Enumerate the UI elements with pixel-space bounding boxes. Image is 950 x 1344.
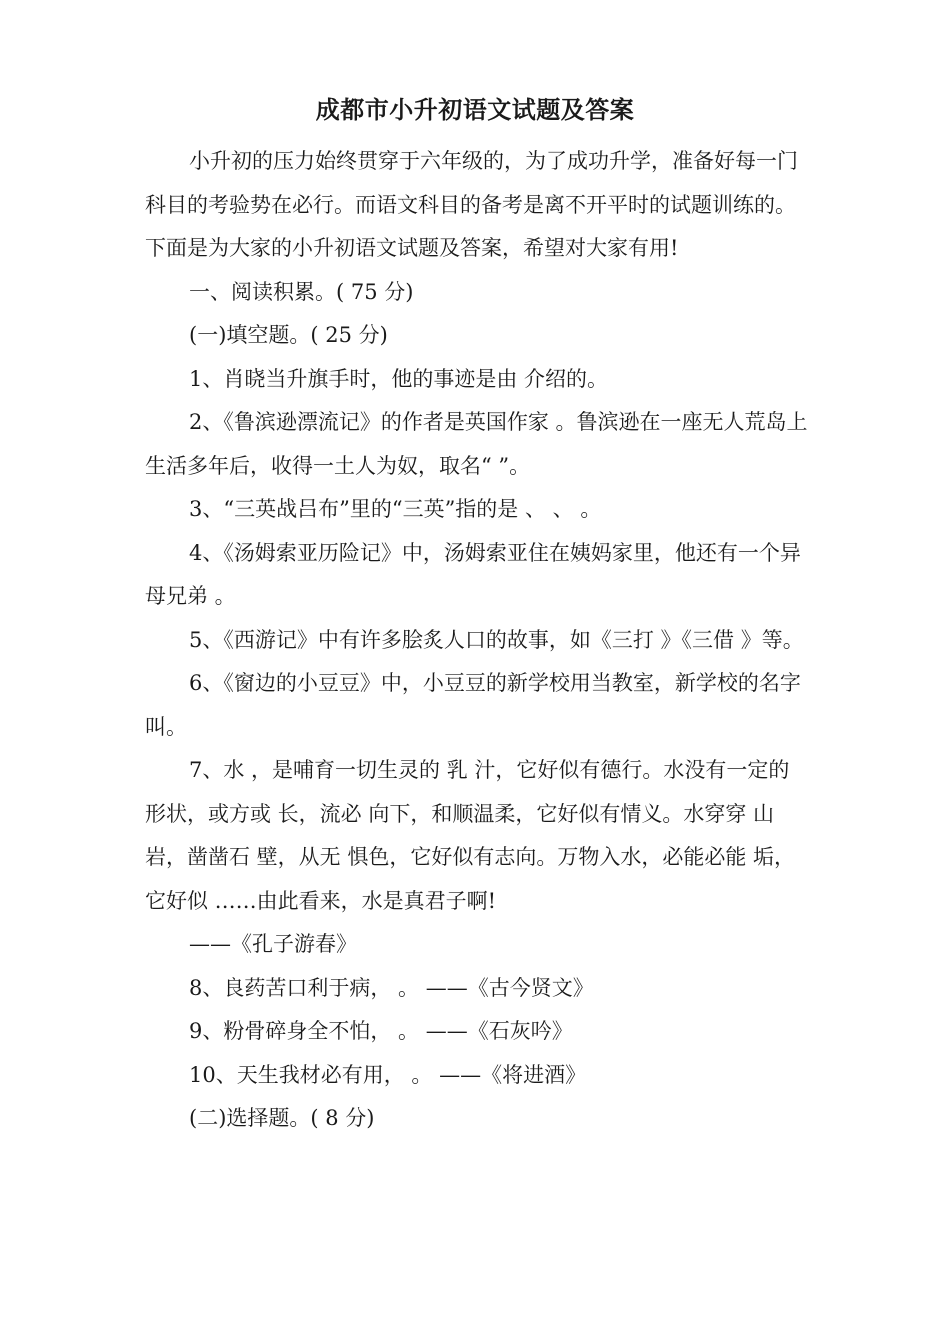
intro-paragraph: 小升初的压力始终贯穿于六年级的，为了成功升学，准备好每一门科目的考验势在必行。而语文科目的备考是离不开平时的试题训练的。下面是为大家的小升初语文试题及答案，希望对大家有用! bbox=[145, 149, 798, 260]
question-2: 2、《鲁滨逊漂流记》的作者是英国作家 。鲁滨逊在一座无人荒岛上生活多年后，收得一土人为奴，取名“ ”。 bbox=[145, 410, 808, 478]
question-10: 10、天生我材必有用， 。 ——《将进酒》 bbox=[189, 1062, 587, 1087]
question-6: 6、《窗边的小豆豆》中，小豆豆的新学校用当教室，新学校的名字叫。 bbox=[145, 671, 801, 739]
question-7-source: ——《孔子游春》 bbox=[189, 932, 357, 956]
subsection-heading-fill-blank: (一)填空题。( 25 分) bbox=[189, 323, 388, 347]
question-9: 9、粉骨碎身全不怕， 。 ——《石灰吟》 bbox=[189, 1019, 573, 1043]
question-8: 8、良药苦口利于病， 。 ——《古今贤文》 bbox=[189, 975, 594, 1000]
question-5: 5、《西游记》中有许多脍炙人口的故事，如《三打 》《三借 》等。 bbox=[189, 627, 804, 652]
question-3: 3、“三英战吕布”里的“三英”指的是 、 、 。 bbox=[189, 497, 602, 521]
question-1: 1、肖晓当升旗手时，他的事迹是由 介绍的。 bbox=[189, 366, 609, 391]
subsection-heading-multiple-choice: (二)选择题。( 8 分) bbox=[189, 1106, 375, 1130]
document-body bbox=[145, 140, 810, 1141]
document-title: 成都市小升初语文试题及答案 bbox=[315, 96, 635, 124]
section-heading-reading: 一、阅读积累。( 75 分) bbox=[189, 279, 414, 304]
question-7: 7、水 ，是哺育一切生灵的 乳 汁，它好似有德行。水没有一定的形状，或方或 长，流必 向下，和顺温柔，它好似有情义。水穿穿 山岩，凿凿石 壁，从无 惧色，它好似有志向。万物入水，必能必能 垢，它好似 ……由此看来，水是真君子啊! bbox=[145, 758, 796, 913]
question-4: 4、《汤姆索亚历险记》中，汤姆索亚住在姨妈家里，他还有一个异母兄弟 。 bbox=[145, 540, 801, 608]
